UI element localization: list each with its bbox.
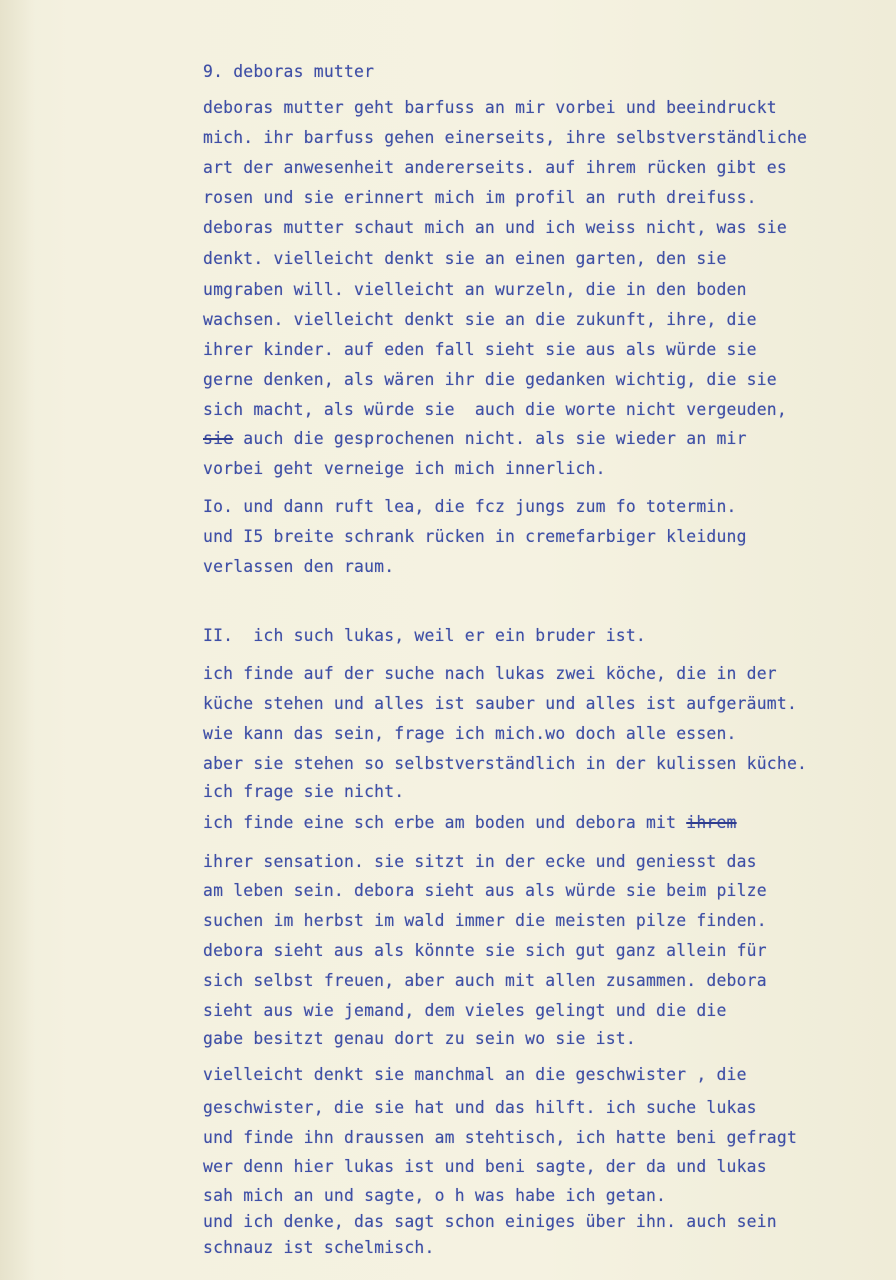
text-line: sich selbst freuen, aber auch mit allen zusammen. debora [203, 971, 767, 990]
text-line-with-strikethrough [203, 429, 747, 449]
text-line: ihrer kinder. auf eden fall sieht sie aus als würde sie [203, 340, 757, 359]
text-line: schnauz ist schelmisch. [203, 1238, 435, 1257]
text-line: geschwister, die sie hat und das hilft. ich suche lukas [203, 1098, 757, 1117]
text-segment: auch die gesprochenen nicht. als sie wieder an mir [243, 429, 747, 448]
text-line-with-strikethrough [203, 813, 737, 833]
text-line: wie kann das sein, frage ich mich.wo doch alle essen. [203, 724, 737, 743]
text-line: aber sie stehen so selbstverständlich in der kulissen küche. [203, 754, 808, 773]
text-line: gabe besitzt genau dort zu sein wo sie ist. [203, 1029, 636, 1048]
text-line: denkt. vielleicht denkt sie an einen garten, den sie [203, 249, 727, 268]
text-line: und ich denke, das sagt schon einiges über ihn. auch sein [203, 1212, 777, 1231]
text-line: sieht aus wie jemand, dem vieles gelingt und die die [203, 1001, 727, 1020]
text-line: rosen und sie erinnert mich im profil an ruth dreifuss. [203, 188, 757, 207]
paper-edge-shadow [0, 0, 34, 1280]
section-line-10: Io. und dann ruft lea, die fcz jungs zum fo totermin. [203, 497, 737, 516]
struck-word: sie [203, 429, 234, 448]
text-line: suchen im herbst im wald immer die meisten pilze finden. [203, 911, 767, 930]
section-heading-11: II. ich such lukas, weil er ein bruder ist. [203, 626, 646, 645]
text-line: ihrer sensation. sie sitzt in der ecke und geniesst das [203, 852, 757, 871]
text-line: wachsen. vielleicht denkt sie an die zukunft, ihre, die [203, 310, 757, 329]
text-line: küche stehen und alles ist sauber und alles ist aufgeräumt. [203, 694, 798, 713]
section-heading-9: 9. deboras mutter [203, 62, 375, 81]
text-line: deboras mutter geht barfuss an mir vorbei und beeindruckt [203, 98, 777, 117]
text-line: am leben sein. debora sieht aus als würde sie beim pilze [203, 881, 767, 900]
text-line: ich frage sie nicht. [203, 782, 405, 801]
text-line: vorbei geht verneige ich mich innerlich. [203, 459, 606, 478]
text-segment: ich finde eine sch erbe am boden und debora mit [203, 813, 677, 832]
text-line: sich macht, als würde sie auch die worte nicht vergeuden, [203, 400, 787, 419]
text-line: umgraben will. vielleicht an wurzeln, die in den boden [203, 280, 747, 299]
text-line: und I5 breite schrank rücken in cremefarbiger kleidung [203, 527, 747, 546]
text-line: und finde ihn draussen am stehtisch, ich hatte beni gefragt [203, 1128, 798, 1147]
text-line: vielleicht denkt sie manchmal an die geschwister , die [203, 1065, 747, 1084]
text-line: deboras mutter schaut mich an und ich weiss nicht, was sie [203, 218, 787, 237]
struck-word: ihrem [686, 813, 737, 832]
text-line: wer denn hier lukas ist und beni sagte, der da und lukas [203, 1157, 767, 1176]
text-line: mich. ihr barfuss gehen einerseits, ihre selbstverständliche [203, 128, 808, 147]
text-line: verlassen den raum. [203, 557, 395, 576]
text-line: sah mich an und sagte, o h was habe ich getan. [203, 1186, 667, 1205]
text-line: gerne denken, als wären ihr die gedanken wichtig, die sie [203, 370, 777, 389]
text-line: art der anwesenheit andererseits. auf ihrem rücken gibt es [203, 158, 787, 177]
text-line: ich finde auf der suche nach lukas zwei köche, die in der [203, 664, 777, 683]
text-line: debora sieht aus als könnte sie sich gut ganz allein für [203, 941, 767, 960]
